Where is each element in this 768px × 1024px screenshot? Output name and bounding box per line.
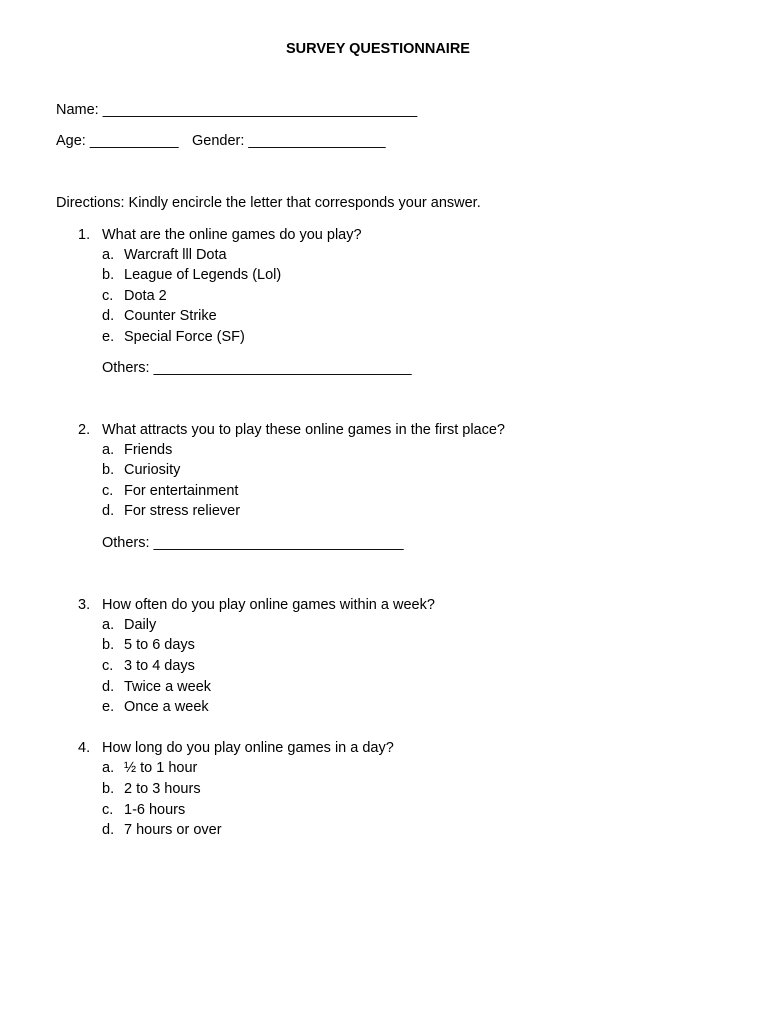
option-text: For stress reliever: [124, 503, 241, 519]
option-text: 7 hours or over: [124, 822, 222, 838]
option-text: Counter Strike: [124, 308, 217, 324]
question-text: How often do you play online games within a week?: [102, 597, 435, 613]
question-number: 1.: [78, 227, 91, 243]
option-letter[interactable]: b.: [102, 781, 115, 797]
option-text: Once a week: [124, 699, 209, 715]
option-text: Daily: [124, 617, 157, 633]
question-number: 2.: [78, 422, 91, 438]
question-number: 4.: [78, 740, 91, 756]
option-letter[interactable]: a.: [102, 442, 115, 458]
question-number: 3.: [78, 597, 91, 613]
option-letter[interactable]: c.: [102, 288, 114, 304]
option-text: Curiosity: [124, 462, 181, 478]
option-letter[interactable]: d.: [102, 822, 115, 838]
option-letter[interactable]: a.: [102, 617, 115, 633]
option-letter[interactable]: c.: [102, 658, 114, 674]
option-text: For entertainment: [124, 483, 239, 499]
others-field[interactable]: Others: _______________________________: [102, 535, 404, 551]
option-text: Dota 2: [124, 288, 167, 304]
option-text: 2 to 3 hours: [124, 781, 201, 797]
option-text: 3 to 4 days: [124, 658, 195, 674]
option-text: League of Legends (Lol): [124, 267, 282, 283]
option-letter[interactable]: e.: [102, 699, 115, 715]
option-letter[interactable]: c.: [102, 483, 114, 499]
option-text: 5 to 6 days: [124, 637, 195, 653]
option-text: 1-6 hours: [124, 802, 186, 818]
option-letter[interactable]: a.: [102, 247, 115, 263]
directions-text: Directions: Kindly encircle the letter that corresponds your answer.: [56, 195, 481, 211]
option-letter[interactable]: e.: [102, 329, 115, 345]
others-field[interactable]: Others: ________________________________: [102, 360, 412, 376]
name-field[interactable]: Name: _______________________________________: [56, 102, 418, 118]
option-text: ½ to 1 hour: [124, 760, 198, 776]
gender-field[interactable]: Gender: _________________: [192, 133, 386, 149]
option-text: Special Force (SF): [124, 329, 245, 345]
question-text: What attracts you to play these online games in the first place?: [102, 422, 505, 438]
option-text: Warcraft lll Dota: [124, 247, 227, 263]
option-letter[interactable]: b.: [102, 462, 115, 478]
option-text: Twice a week: [124, 679, 212, 695]
option-text: Friends: [124, 442, 173, 458]
option-letter[interactable]: d.: [102, 308, 115, 324]
question-text: How long do you play online games in a day?: [102, 740, 394, 756]
option-letter[interactable]: a.: [102, 760, 115, 776]
option-letter[interactable]: c.: [102, 802, 114, 818]
option-letter[interactable]: b.: [102, 637, 115, 653]
option-letter[interactable]: b.: [102, 267, 115, 283]
page-title: SURVEY QUESTIONNAIRE: [286, 41, 470, 57]
age-field[interactable]: Age: ___________: [56, 133, 179, 149]
option-letter[interactable]: d.: [102, 679, 115, 695]
option-letter[interactable]: d.: [102, 503, 115, 519]
question-text: What are the online games do you play?: [102, 227, 362, 243]
